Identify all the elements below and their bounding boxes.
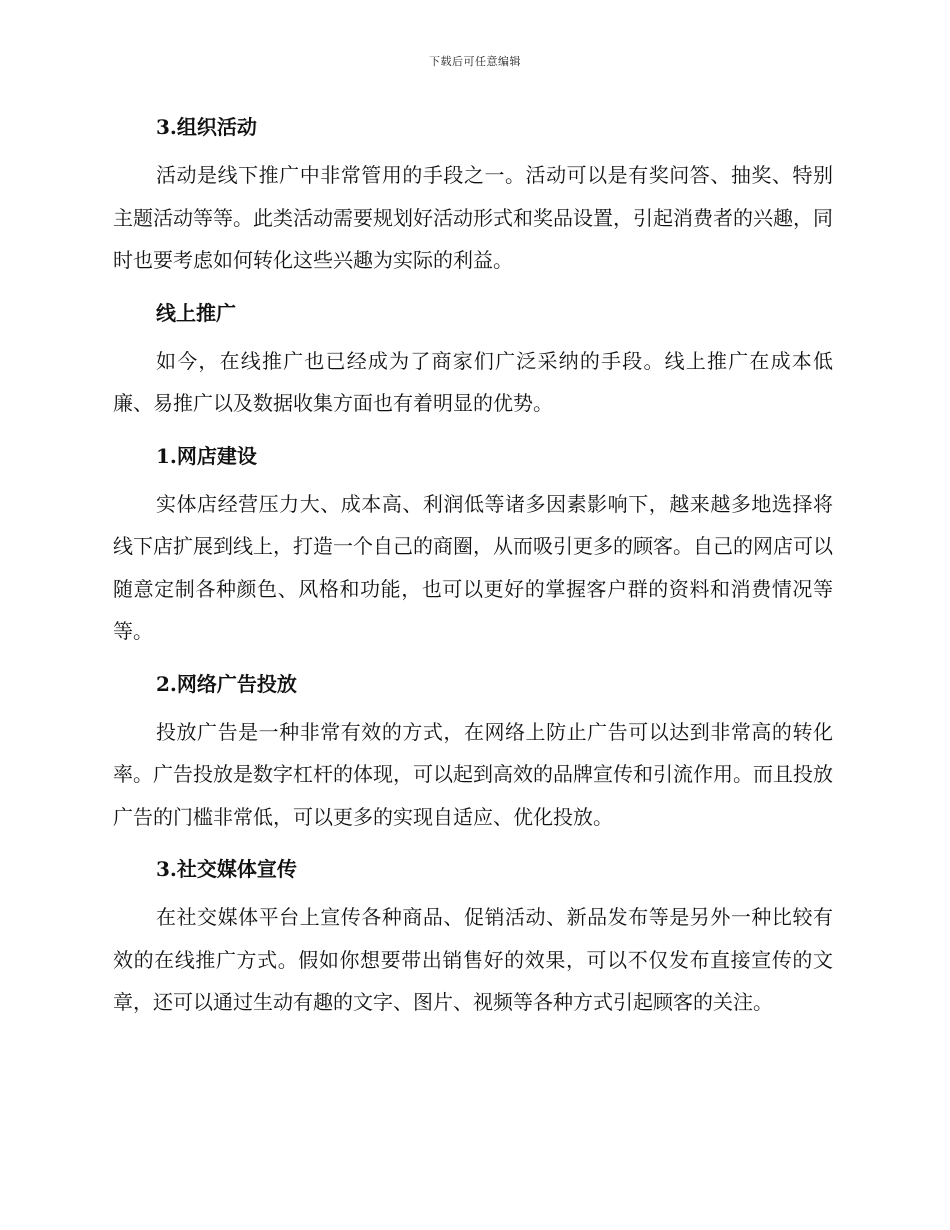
section-heading-online-store: 1.网店建设 <box>156 443 257 468</box>
section-paragraph-online-store: 实体店经营压力大、成本高、利润低等诸多因素影响下，越来越多地选择将线下店扩展到线上，打造一个自己的商圈，从而吸引更多的顾客。自己的网店可以随意定制各种颜色、风格和功能，也可以更好的掌握客户群的资料和消费情况等等。 <box>113 491 833 643</box>
section-heading-organize-activities: 3.组织活动 <box>156 115 257 139</box>
section-paragraph-online-promotion: 如今，在线推广也已经成为了商家们广泛采纳的手段。线上推广在成本低廉、易推广以及数据收集方面也有着明显的优势。 <box>113 348 833 415</box>
page-header: 下载后可任意编辑 <box>429 55 521 68</box>
section-paragraph-online-ads: 投放广告是一种非常有效的方式，在网络上防止广告可以达到非常高的转化率。广告投放是数字杠杆的体现，可以起到高效的品牌宣传和引流作用。而且投放广告的门槛非常低，可以更多的实现自适应、优化投放。 <box>113 719 833 829</box>
section-heading-online-ads: 2.网络广告投放 <box>156 671 297 696</box>
section-paragraph-organize-activities: 活动是线下推广中非常管用的手段之一。活动可以是有奖问答、抽奖、特别主题活动等等。此类活动需要规划好活动形式和奖品设置，引起消费者的兴趣，同时也要考虑如何转化这些兴趣为实际的利益。 <box>113 163 833 272</box>
section-heading-online-promotion: 线上推广 <box>156 300 236 325</box>
section-paragraph-social-media: 在社交媒体平台上宣传各种商品、促销活动、新品发布等是另外一种比较有效的在线推广方式。假如你想要带出销售好的效果，可以不仅发布直接宣传的文章，还可以通过生动有趣的文字、图片、视频等各种方式引起顾客的关注。 <box>113 905 833 1014</box>
document-body <box>113 108 833 1024</box>
section-heading-social-media: 3.社交媒体宣传 <box>156 857 297 881</box>
